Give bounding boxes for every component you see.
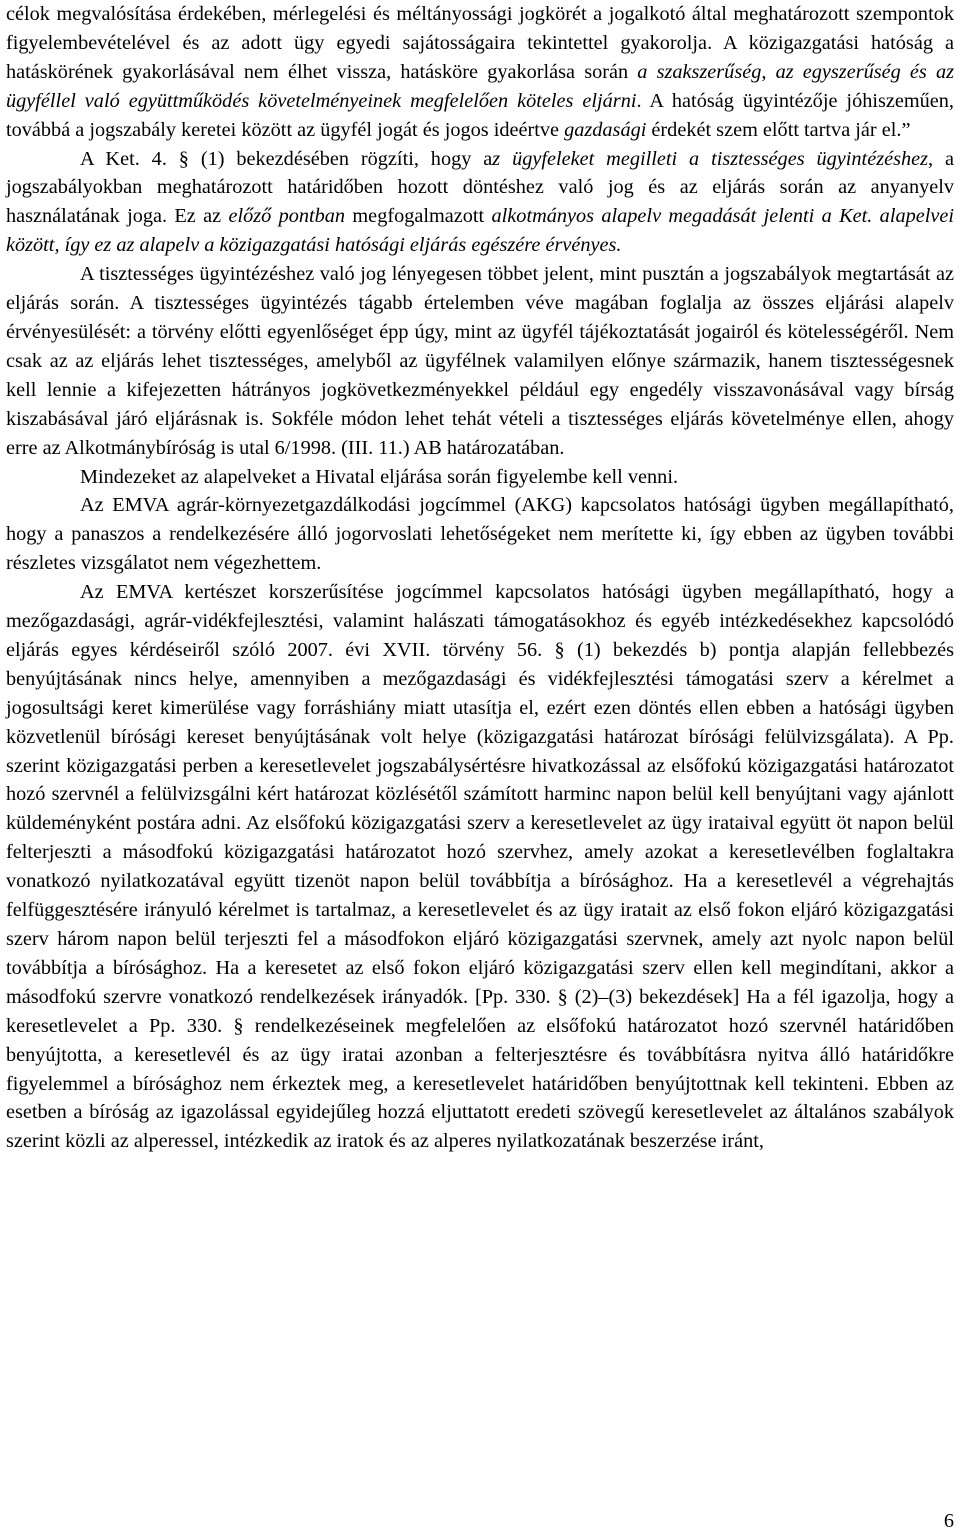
paragraph-0 — [6, 0, 954, 145]
text-segment: Mindezeket az alapelveket a Hivatal eljárása során figyelembe kell venni. — [80, 465, 679, 488]
paragraph-5 — [6, 578, 954, 1156]
italic-text-segment: előző pontban — [228, 205, 346, 228]
italic-text-segment: z ügyfeleket megilleti a tisztességes ügyintézéshez — [492, 147, 929, 170]
text-segment: . A hatóság ügyintézője jóhiszeműen, továbbá a jogszabály keretei között az ügyfél jogát és jogos ideértve — [6, 89, 955, 141]
paragraph-3 — [6, 463, 954, 492]
document-page — [6, 0, 954, 1156]
text-segment: megfogalmazott — [345, 205, 492, 228]
text-segment: Az EMVA agrár-környezetgazdálkodási jogcímmel (AKG) kapcsolatos hatósági ügyben megállapítható, hogy a panaszos a rendelkezésére álló jogorvoslati lehetőségeket nem merítette ki, így ebben az ügyben további részletes vizsgálatot nem végezhettem. — [6, 494, 954, 575]
italic-text-segment: alkotmányos alapelv megadását jelenti a Ket. alapelvei között, így ez az alapelv a közigazgatási hatósági eljárás egészére érvényes. — [6, 205, 955, 257]
text-segment: érdekét szem előtt tartva jár el.” — [646, 118, 911, 141]
page-number: 6 — [943, 1510, 954, 1532]
italic-text-segment: gazdasági — [564, 118, 647, 141]
text-segment: , a jogszabályokban meghatározott határidőben hozott döntéshez való jog és az eljárás során az anyanyelv használatának joga. Ez az — [6, 147, 954, 228]
paragraph-2 — [6, 260, 954, 462]
paragraph-4 — [6, 491, 954, 578]
text-segment: A Ket. 4. § (1) bekezdésében rögzíti, hogy a — [80, 147, 493, 170]
text-segment: A tisztességes ügyintézéshez való jog lényegesen többet jelent, mint pusztán a jogszabályok megtartását az eljárás során. A tisztességes ügyintézés tágabb értelemben véve magában foglalja az összes eljárási alapelv érvényesülését: a törvény előtti egyenlőséget épp úgy, mint az ügyfél tájékoztatását jogairól és kötelességéről. Nem csak az az eljárás lehet tisztességes, amelyből az ügyfélnek valamilyen előnye származik, hanem tisztességesnek kell lennie a kifejezetten hátrányos jogkövetkezményekkel például egy engedély visszavonásával vagy bírság kiszabásával járó eljárásnak is. Sokféle módon lehet tehát vételi a tisztességes eljárás követelménye ellen, ahogy erre az Alkotmánybíróság is utal 6/1998. (III. 11.) AB határozatában. — [6, 263, 954, 459]
text-segment: célok megvalósítása érdekében, mérlegelési és méltányossági jogkörét a jogalkotó által meghatározott szempontok figyelembevételével és az adott ügy egyedi sajátosságaira tekintettel gyakorolja. A közigazgatási hatóság a hatáskörének gyakorlásával nem élhet vissza, hatásköre gyakorlása során — [6, 3, 954, 83]
paragraph-1 — [6, 145, 954, 261]
italic-text-segment: a szakszerűség, az egyszerűség és az ügyféllel való együttműködés követelményeinek megfelelően köteles eljárni — [6, 60, 954, 112]
text-segment: Az EMVA kertészet korszerűsítése jogcímmel kapcsolatos hatósági ügyben megállapítható, hogy a mezőgazdasági, agrár-vidékfejlesztési, valamint halászati támogatásokhoz és egyéb intézkedésekhez kapcsolódó eljárás egyes kérdéseiről szóló 2007. évi XVII. törvény 56. § (1) bekezdés b) pontja alapján fellebbezés benyújtásának nincs helye, amennyiben a mezőgazdasági és vidékfejlesztési támogatási szerv a kérelmet a jogosultsági keret kimerülése vagy forráshiány miatt utasítja el, ezért ezen döntés ellen ebben a hatósági ügyben közvetlenül bírósági kereset benyújtásának volt helye (közigazgatási határozat bírósági felülvizsgálata). A Pp. szerint közigazgatási perben a keresetlevelet jogszabálysértésre hivatkozással az elsőfokú közigazgatási határozatot hozó szervnél a felülvizsgálni kért határozat közlésétől számított harminc napon belül kell benyújtani vagy ajánlott küldeményként postára adni. Az elsőfokú közigazgatási szerv a keresetlevelet az ügy irataival együtt öt napon belül felterjeszti a másodfokú közigazgatási határozatot hozó szervhez, amely azokat a keresetlevélben foglaltakra vonatkozó nyilatkozatával együtt tizenöt napon belül továbbítja a bírósághoz. Ha a keresetlevél a végrehajtás felfüggesztésére irányuló kérelmet is tartalmaz, a keresetlevelet és az ügy iratait az első fokon eljáró közigazgatási szerv három napon belül terjeszti fel a másodfokon eljáró közigazgatási szervnek, amely azt nyolc napon belül továbbítja a bírósághoz. Ha a keresetet az első fokon eljáró közigazgatási szerv ellen kell megindítani, akkor a másodfokú szervre vonatkozó rendelkezések irányadók. [Pp. 330. § (2)–(3) bekezdések] Ha a fél igazolja, hogy a keresetlevelet a Pp. 330. § rendelkezéseinek megfelelően az elsőfokú határozatot hozó szervnél határidőben benyújtotta, a keresetlevél és az ügy iratai azonban a felterjesztésre és továbbításra nyitva álló határidőkre figyelemmel a bírósághoz nem érkeztek meg, a keresetlevelet határidőben benyújtottnak kell tekinteni. Ebben az esetben a bíróság az igazolással egyidejűleg hozzá eljuttatott eredeti szövegű keresetlevelet az általános szabályok szerint közli az alperessel, intézkedik az iratok és az alperes nyilatkozatának beszerzése iránt, — [6, 581, 954, 1153]
